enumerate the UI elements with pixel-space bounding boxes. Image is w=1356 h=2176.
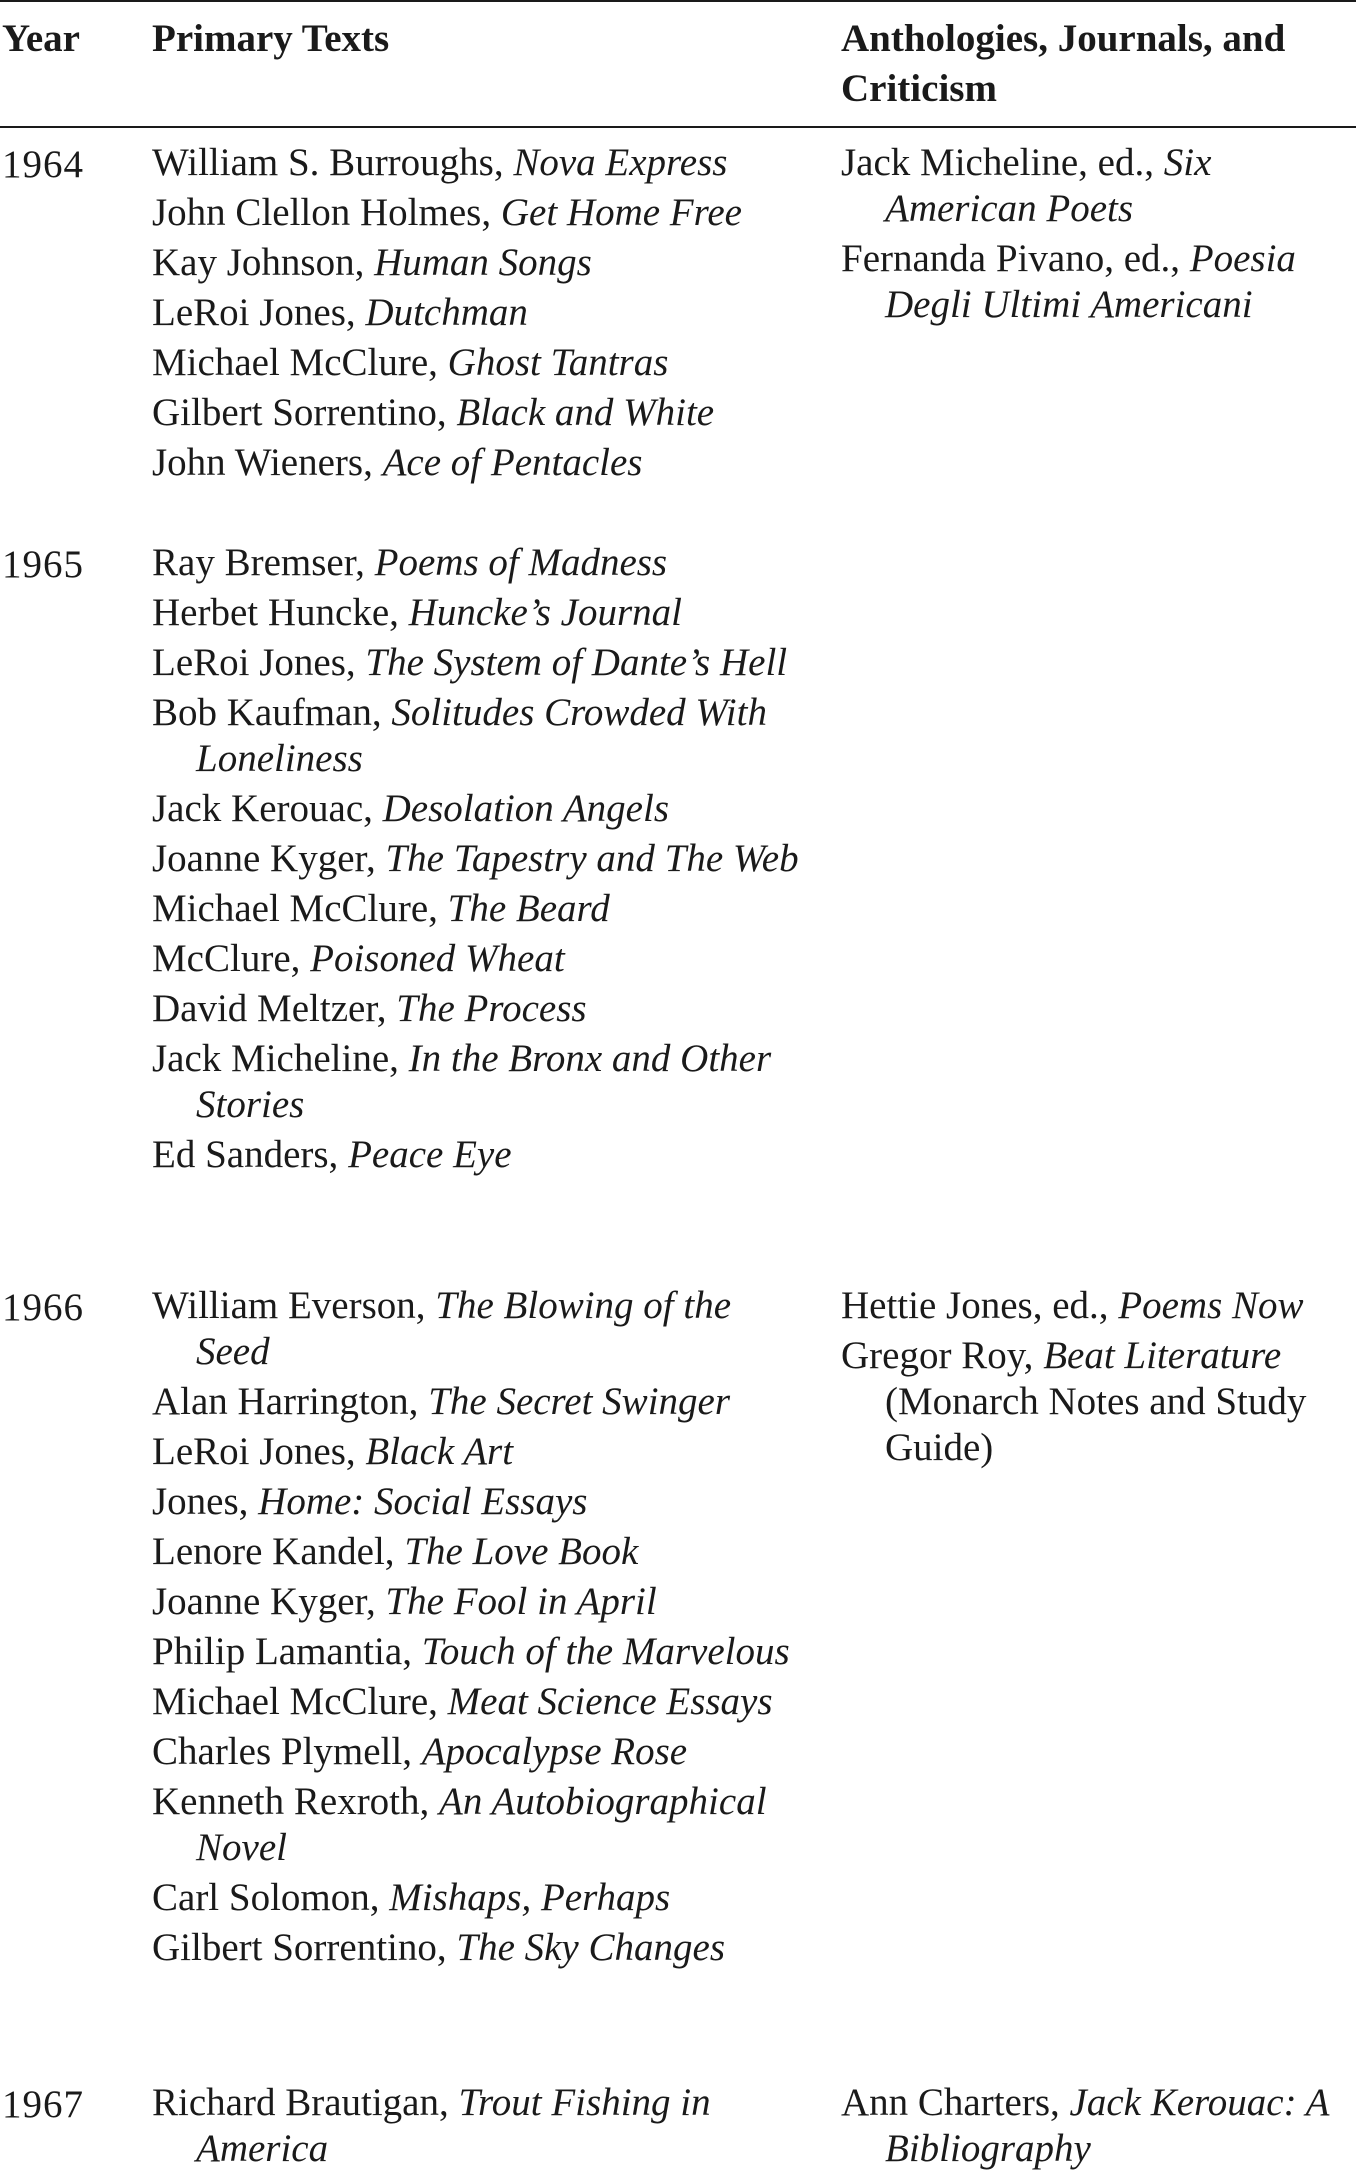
- list-item: LeRoi Jones, Dutchman: [152, 291, 528, 334]
- list-item: Charles Plymell, Apocalypse Rose: [152, 1730, 688, 1773]
- header-rule: [0, 126, 1356, 128]
- list-item: Jack Micheline, In the Bronx and Other Stories: [152, 1037, 772, 1126]
- list-item: Michael McClure, The Beard: [152, 887, 610, 930]
- list-item: McClure, Poisoned Wheat: [152, 937, 565, 980]
- list-item: Bob Kaufman, Solitudes Crowded With Loneliness: [152, 691, 767, 780]
- year-cell: 1967: [2, 2083, 84, 2126]
- list-item: Fernanda Pivano, ed., Poesia Degli Ultimi Americani: [841, 237, 1296, 326]
- list-item: William S. Burroughs, Nova Express: [152, 141, 728, 184]
- year-cell: 1965: [2, 543, 84, 586]
- list-item: Alan Harrington, The Secret Swinger: [152, 1380, 731, 1423]
- list-item: William Everson, The Blowing of the Seed: [152, 1284, 732, 1373]
- list-item: Hettie Jones, ed., Poems Now: [841, 1284, 1304, 1327]
- list-item: Jack Kerouac, Desolation Angels: [152, 787, 669, 830]
- list-item: Kay Johnson, Human Songs: [152, 241, 592, 284]
- header-anthologies: Anthologies, Journals, and Criticism: [841, 17, 1286, 110]
- list-item: Kenneth Rexroth, An Autobiographical Novel: [152, 1780, 767, 1869]
- list-item: Herbet Huncke, Huncke’s Journal: [152, 591, 682, 634]
- anthologies-cell: [841, 2080, 1353, 2176]
- table-top-rule: [0, 0, 1356, 2]
- list-item: Michael McClure, Meat Science Essays: [152, 1680, 773, 1723]
- primary-texts-cell: [152, 2080, 802, 2176]
- list-item: Joanne Kyger, The Fool in April: [152, 1580, 657, 1623]
- year-cell: 1966: [2, 1286, 84, 1329]
- list-item: LeRoi Jones, The System of Dante’s Hell: [152, 641, 788, 684]
- list-item: David Meltzer, The Process: [152, 987, 587, 1030]
- primary-texts-cell: [152, 140, 802, 490]
- header-year: Year: [2, 17, 80, 60]
- list-item: Carl Solomon, Mishaps, Perhaps: [152, 1876, 671, 1919]
- anthologies-cell: [841, 1283, 1353, 1475]
- anthologies-cell: [841, 140, 1353, 332]
- header-primary-texts: Primary Texts: [152, 17, 390, 60]
- list-item: Ed Sanders, Peace Eye: [152, 1133, 512, 1176]
- list-item: LeRoi Jones, Black Art: [152, 1430, 514, 1473]
- list-item: John Clellon Holmes, Get Home Free: [152, 191, 742, 234]
- list-item: John Wieners, Ace of Pentacles: [152, 441, 643, 484]
- list-item: Ray Bremser, Poems of Madness: [152, 541, 668, 584]
- list-item: Ann Charters, Jack Kerouac: A Bibliography: [841, 2081, 1329, 2170]
- list-item: Gilbert Sorrentino, The Sky Changes: [152, 1926, 725, 1969]
- list-item: Joanne Kyger, The Tapestry and The Web: [152, 837, 799, 880]
- list-item: Jack Micheline, ed., Six American Poets: [841, 141, 1212, 230]
- year-cell: 1964: [2, 143, 84, 186]
- list-item: Philip Lamantia, Touch of the Marvelous: [152, 1630, 790, 1673]
- primary-texts-cell: [152, 540, 802, 1182]
- primary-texts-cell: [152, 1283, 802, 1975]
- list-item: Lenore Kandel, The Love Book: [152, 1530, 639, 1573]
- list-item: Gregor Roy, Beat Literature (Monarch Notes and Study Guide): [841, 1334, 1307, 1469]
- list-item: Gilbert Sorrentino, Black and White: [152, 391, 715, 434]
- list-item: Richard Brautigan, Trout Fishing in America: [152, 2081, 711, 2170]
- list-item: Michael McClure, Ghost Tantras: [152, 341, 669, 384]
- list-item: Jones, Home: Social Essays: [152, 1480, 588, 1523]
